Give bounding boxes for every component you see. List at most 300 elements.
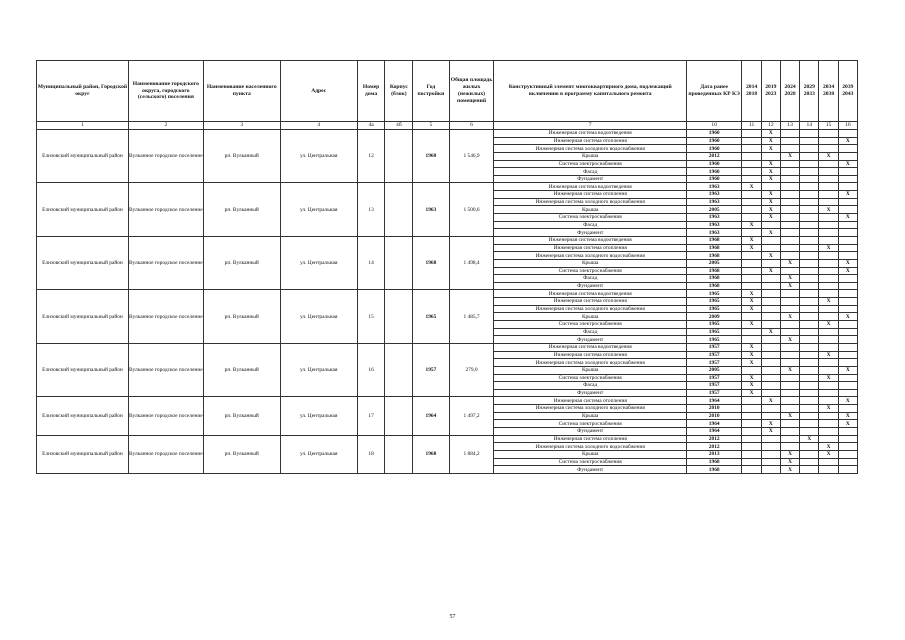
period-cell [800, 290, 819, 298]
period-cell [761, 374, 780, 382]
repair-date-cell: 1963 [686, 229, 742, 237]
element-name-cell: Фундамент [494, 282, 686, 290]
element-name-cell: Инженерная система отопления [494, 435, 686, 443]
period-cell [800, 420, 819, 428]
element-name-cell: Система электроснабжения [494, 160, 686, 168]
period-cell: Х [761, 160, 780, 168]
repair-date-cell: 1960 [686, 160, 742, 168]
period-cell [800, 282, 819, 290]
period-cell [800, 236, 819, 244]
repair-date-cell: 2012 [686, 435, 742, 443]
period-cell [838, 351, 857, 359]
repair-date-cell: 1964 [686, 427, 742, 435]
repair-date-cell: 1965 [686, 298, 742, 306]
period-cell: Х [780, 275, 799, 283]
period-cell [800, 267, 819, 275]
district-cell: Елизовский муниципальный район [37, 343, 129, 396]
period-cell [742, 427, 761, 435]
period-cell: Х [742, 290, 761, 298]
period-cell [838, 168, 857, 176]
period-cell [800, 160, 819, 168]
period-cell [761, 405, 780, 413]
address-cell: ул. Центральная [280, 236, 357, 289]
column-header: Муниципальный район, Городской округ [37, 61, 129, 122]
element-name-cell: Система электроснабжения [494, 321, 686, 329]
element-name-cell: Инженерная система отопления [494, 298, 686, 306]
block-cell [385, 343, 413, 396]
period-cell [761, 450, 780, 458]
period-cell: Х [838, 267, 857, 275]
period-cell [800, 427, 819, 435]
period-cell [780, 343, 799, 351]
locality-cell: рп. Вулканный [203, 343, 280, 396]
period-cell [838, 343, 857, 351]
period-cell [761, 244, 780, 252]
column-number: 6 [449, 122, 494, 130]
period-cell [780, 137, 799, 145]
period-cell [761, 290, 780, 298]
period-cell [838, 282, 857, 290]
repair-date-cell: 1960 [686, 175, 742, 183]
repair-date-cell: 1968 [686, 275, 742, 283]
period-cell [800, 397, 819, 405]
column-number: 13 [780, 122, 799, 130]
address-cell: ул. Центральная [280, 130, 357, 183]
element-name-cell: Инженерная система холодного водоснабжения [494, 443, 686, 451]
period-cell [819, 435, 838, 443]
district-cell: Елизовский муниципальный район [37, 236, 129, 289]
period-cell [838, 275, 857, 283]
period-cell [742, 420, 761, 428]
block-cell [385, 130, 413, 183]
period-cell [742, 275, 761, 283]
period-cell [819, 214, 838, 222]
period-cell [838, 443, 857, 451]
period-cell: Х [819, 351, 838, 359]
period-cell [761, 458, 780, 466]
period-cell [838, 175, 857, 183]
period-cell: Х [838, 214, 857, 222]
period-cell [800, 252, 819, 260]
block-cell [385, 290, 413, 343]
period-cell [838, 405, 857, 413]
element-name-cell: Фундамент [494, 466, 686, 474]
column-header: Номер дома [357, 61, 385, 122]
period-cell: Х [819, 298, 838, 306]
period-cell [800, 198, 819, 206]
period-cell: Х [761, 267, 780, 275]
period-cell [838, 336, 857, 344]
repair-date-cell: 1965 [686, 336, 742, 344]
period-cell: Х [742, 382, 761, 390]
column-header: Дата ранее проведенных КР КЭ [686, 61, 742, 122]
column-number: 12 [761, 122, 780, 130]
period-cell [800, 412, 819, 420]
element-name-cell: Система электроснабжения [494, 214, 686, 222]
period-cell [800, 206, 819, 214]
period-cell [819, 191, 838, 199]
house-number-cell: 16 [357, 343, 385, 396]
repair-date-cell: 1960 [686, 137, 742, 145]
repair-date-cell: 1960 [686, 145, 742, 153]
repair-date-cell: 1968 [686, 252, 742, 260]
repair-date-cell: 1960 [686, 130, 742, 138]
period-cell [742, 145, 761, 153]
repair-date-cell: 1957 [686, 382, 742, 390]
period-cell [761, 435, 780, 443]
period-cell: Х [761, 198, 780, 206]
element-name-cell: Инженерная система холодного водоснабжения [494, 359, 686, 367]
period-cell: Х [800, 435, 819, 443]
period-cell [838, 450, 857, 458]
built-year-cell: 1968 [413, 236, 449, 289]
period-cell [838, 252, 857, 260]
period-cell [800, 130, 819, 138]
repair-date-cell: 1957 [686, 351, 742, 359]
repair-date-cell: 2010 [686, 405, 742, 413]
period-cell [761, 366, 780, 374]
period-cell [800, 359, 819, 367]
period-cell [800, 191, 819, 199]
table-body [37, 130, 858, 474]
period-cell [761, 221, 780, 229]
column-header: Адрес [280, 61, 357, 122]
period-cell: Х [780, 282, 799, 290]
period-cell [800, 328, 819, 336]
table-row [37, 343, 858, 351]
period-cell [819, 336, 838, 344]
period-cell [780, 267, 799, 275]
period-cell: Х [761, 130, 780, 138]
element-name-cell: Крыша [494, 206, 686, 214]
period-cell: Х [780, 259, 799, 267]
address-cell: ул. Центральная [280, 183, 357, 236]
period-cell [780, 397, 799, 405]
period-cell [761, 275, 780, 283]
repair-date-cell: 2012 [686, 152, 742, 160]
table-row [37, 290, 858, 298]
element-name-cell: Инженерная система отопления [494, 137, 686, 145]
period-cell [819, 267, 838, 275]
repair-date-cell: 1968 [686, 267, 742, 275]
table-row [37, 183, 858, 191]
period-cell [780, 374, 799, 382]
period-cell [780, 290, 799, 298]
element-name-cell: Крыша [494, 450, 686, 458]
period-cell [800, 298, 819, 306]
area-cell: 1 500,6 [449, 183, 494, 236]
period-cell: Х [838, 259, 857, 267]
period-cell [742, 443, 761, 451]
repair-date-cell: 1965 [686, 290, 742, 298]
period-cell [780, 321, 799, 329]
capital-repair-table [36, 60, 858, 474]
period-cell [800, 366, 819, 374]
repair-date-cell: 1957 [686, 389, 742, 397]
period-cell [819, 198, 838, 206]
period-cell: Х [838, 137, 857, 145]
repair-date-cell: 1968 [686, 236, 742, 244]
period-cell [838, 321, 857, 329]
repair-date-cell: 1965 [686, 321, 742, 329]
repair-date-cell: 1957 [686, 359, 742, 367]
period-cell: Х [838, 160, 857, 168]
area-cell: 1 546,9 [449, 130, 494, 183]
repair-date-cell: 1963 [686, 198, 742, 206]
period-cell [819, 229, 838, 237]
period-cell [780, 351, 799, 359]
element-name-cell: Фасад [494, 382, 686, 390]
period-cell [800, 175, 819, 183]
repair-date-cell: 1957 [686, 343, 742, 351]
period-cell [838, 458, 857, 466]
locality-cell: рп. Вулканный [203, 435, 280, 473]
repair-date-cell: 2013 [686, 450, 742, 458]
period-cell [800, 443, 819, 451]
period-cell: Х [819, 405, 838, 413]
column-number: 4а [357, 122, 385, 130]
period-cell: Х [761, 229, 780, 237]
period-cell [838, 298, 857, 306]
built-year-cell: 1957 [413, 343, 449, 396]
area-cell: 1 497,2 [449, 397, 494, 435]
settlement-cell: Вулканное городское поселение [128, 397, 203, 435]
period-cell [838, 145, 857, 153]
locality-cell: рп. Вулканный [203, 236, 280, 289]
column-number: 10 [686, 122, 742, 130]
period-cell [800, 458, 819, 466]
repair-date-cell: 1960 [686, 168, 742, 176]
element-name-cell: Инженерная система холодного водоснабжения [494, 405, 686, 413]
period-cell [819, 168, 838, 176]
period-cell [780, 420, 799, 428]
period-cell: Х [761, 427, 780, 435]
period-cell [838, 198, 857, 206]
column-header: 2014 2018 [742, 61, 761, 122]
area-cell: 1 485,7 [449, 290, 494, 343]
period-cell [780, 198, 799, 206]
table-row [37, 236, 858, 244]
element-name-cell: Фундамент [494, 175, 686, 183]
repair-date-cell: 1963 [686, 191, 742, 199]
period-cell [838, 130, 857, 138]
period-cell [742, 130, 761, 138]
period-cell [780, 359, 799, 367]
area-cell: 279,0 [449, 343, 494, 396]
period-cell: Х [819, 450, 838, 458]
program-document [36, 60, 858, 474]
repair-date-cell: 1964 [686, 420, 742, 428]
element-name-cell: Инженерная система отопления [494, 191, 686, 199]
repair-date-cell: 2005 [686, 259, 742, 267]
period-cell: Х [838, 420, 857, 428]
period-cell [819, 397, 838, 405]
house-number-cell: 13 [357, 183, 385, 236]
element-name-cell: Инженерная система водоотведения [494, 130, 686, 138]
period-cell [742, 397, 761, 405]
column-number-row [37, 122, 858, 130]
period-cell [819, 236, 838, 244]
repair-date-cell: 1968 [686, 466, 742, 474]
period-cell: Х [742, 321, 761, 329]
period-cell [838, 221, 857, 229]
period-cell [780, 191, 799, 199]
address-cell: ул. Центральная [280, 435, 357, 473]
period-cell [819, 137, 838, 145]
element-name-cell: Фундамент [494, 229, 686, 237]
repair-date-cell: 1963 [686, 221, 742, 229]
element-name-cell: Инженерная система водоотведения [494, 236, 686, 244]
district-cell: Елизовский муниципальный район [37, 397, 129, 435]
period-cell [742, 282, 761, 290]
period-cell: Х [742, 183, 761, 191]
repair-date-cell: 1963 [686, 214, 742, 222]
element-name-cell: Крыша [494, 259, 686, 267]
period-cell [761, 282, 780, 290]
repair-date-cell: 1957 [686, 374, 742, 382]
period-cell [742, 313, 761, 321]
period-cell [800, 145, 819, 153]
period-cell [761, 443, 780, 451]
table-row [37, 435, 858, 443]
element-name-cell: Система электроснабжения [494, 267, 686, 275]
block-cell [385, 435, 413, 473]
period-cell [819, 343, 838, 351]
period-cell [819, 420, 838, 428]
element-name-cell: Инженерная система водоотведения [494, 290, 686, 298]
element-name-cell: Инженерная система холодного водоснабжения [494, 145, 686, 153]
period-cell: Х [780, 412, 799, 420]
settlement-cell: Вулканное городское поселение [128, 435, 203, 473]
period-cell [780, 328, 799, 336]
settlement-cell: Вулканное городское поселение [128, 183, 203, 236]
period-cell [800, 405, 819, 413]
period-cell: Х [819, 244, 838, 252]
period-cell: Х [761, 191, 780, 199]
period-cell [800, 305, 819, 313]
element-name-cell: Инженерная система водоотведения [494, 183, 686, 191]
period-cell [761, 343, 780, 351]
repair-date-cell: 2012 [686, 443, 742, 451]
repair-date-cell: 1965 [686, 328, 742, 336]
column-number: 14 [800, 122, 819, 130]
period-cell [780, 206, 799, 214]
repair-date-cell: 1965 [686, 305, 742, 313]
period-cell [742, 435, 761, 443]
built-year-cell: 1965 [413, 290, 449, 343]
settlement-cell: Вулканное городское поселение [128, 236, 203, 289]
period-cell [800, 168, 819, 176]
period-cell: Х [819, 443, 838, 451]
period-cell [780, 214, 799, 222]
period-cell [838, 389, 857, 397]
element-name-cell: Крыша [494, 366, 686, 374]
period-cell [761, 298, 780, 306]
column-header: Общая площадь жилых (нежилых) помещений [449, 61, 494, 122]
page-number: 57 [449, 614, 456, 620]
period-cell [800, 351, 819, 359]
period-cell: Х [838, 397, 857, 405]
period-cell [761, 336, 780, 344]
period-cell [761, 183, 780, 191]
period-cell: Х [761, 252, 780, 260]
period-cell [742, 252, 761, 260]
repair-date-cell: 2010 [686, 412, 742, 420]
period-cell: Х [780, 466, 799, 474]
column-number: 11 [742, 122, 761, 130]
period-cell [780, 305, 799, 313]
period-cell [780, 130, 799, 138]
column-number: 1 [37, 122, 129, 130]
built-year-cell: 1963 [413, 183, 449, 236]
house-number-cell: 12 [357, 130, 385, 183]
period-cell [800, 343, 819, 351]
period-cell: Х [780, 336, 799, 344]
period-cell: Х [819, 206, 838, 214]
element-name-cell: Фундамент [494, 336, 686, 344]
settlement-cell: Вулканное городское поселение [128, 343, 203, 396]
period-cell [819, 366, 838, 374]
district-cell: Елизовский муниципальный район [37, 183, 129, 236]
element-name-cell: Система электроснабжения [494, 458, 686, 466]
period-cell [800, 313, 819, 321]
period-cell [800, 137, 819, 145]
period-cell: Х [761, 168, 780, 176]
district-cell: Елизовский муниципальный район [37, 130, 129, 183]
period-cell: Х [761, 397, 780, 405]
element-name-cell: Крыша [494, 313, 686, 321]
locality-cell: рп. Вулканный [203, 183, 280, 236]
column-number: 16 [838, 122, 857, 130]
period-cell [780, 252, 799, 260]
element-name-cell: Инженерная система отопления [494, 244, 686, 252]
settlement-cell: Вулканное городское поселение [128, 130, 203, 183]
column-header: 2034 2038 [819, 61, 838, 122]
period-cell: Х [780, 313, 799, 321]
period-cell [819, 252, 838, 260]
period-cell [761, 412, 780, 420]
column-header: Наименование населенного пункта [203, 61, 280, 122]
period-cell [838, 374, 857, 382]
period-cell [800, 229, 819, 237]
table-row [37, 130, 858, 138]
element-name-cell: Фасад [494, 275, 686, 283]
built-year-cell: 1968 [413, 435, 449, 473]
period-cell [819, 328, 838, 336]
repair-date-cell: 1963 [686, 183, 742, 191]
period-cell [838, 183, 857, 191]
column-header: Наименование городского округа, городского (сельского) поселения [128, 61, 203, 122]
period-cell [819, 160, 838, 168]
period-cell [838, 435, 857, 443]
element-name-cell: Крыша [494, 412, 686, 420]
period-cell [819, 290, 838, 298]
column-number: 2 [128, 122, 203, 130]
period-cell: Х [819, 152, 838, 160]
column-number: 7 [494, 122, 686, 130]
period-cell: Х [742, 374, 761, 382]
period-cell [742, 168, 761, 176]
period-cell [800, 244, 819, 252]
address-cell: ул. Центральная [280, 397, 357, 435]
column-header: Корпус (блок) [385, 61, 413, 122]
period-cell [838, 466, 857, 474]
column-number: 3 [203, 122, 280, 130]
period-cell: Х [819, 374, 838, 382]
period-cell [742, 267, 761, 275]
area-cell: 1 884,2 [449, 435, 494, 473]
period-cell [838, 427, 857, 435]
